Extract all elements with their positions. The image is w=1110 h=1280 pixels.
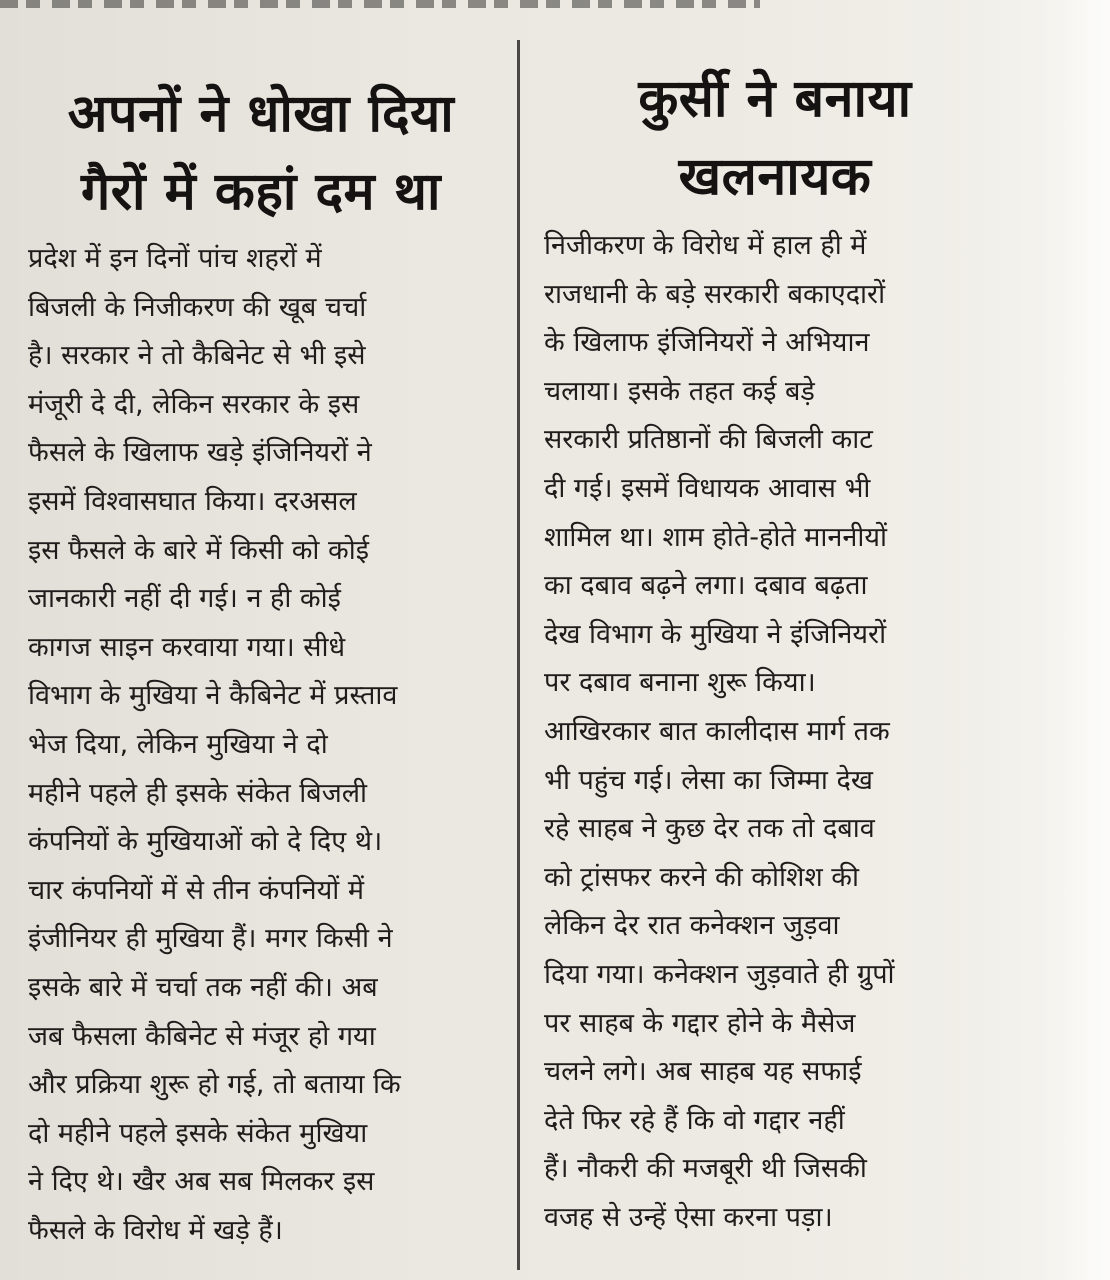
body-line: लेकिन देर रात कनेक्शन जुड़वा [544,910,840,942]
body-line: चलने लगे। अब साहब यह सफाई [544,1056,862,1088]
left-article [22,75,492,1255]
paper-edge-highlight [1050,0,1110,1280]
body-line: इस फैसले के बारे में किसी को कोई [28,534,369,566]
body-line: शामिल था। शाम होते-होते माननीयों [544,521,888,553]
body-line: का दबाव बढ़ने लगा। दबाव बढ़ता [544,570,868,602]
body-line: कंपनियों के मुखियाओं को दे दिए थे। [28,826,383,858]
body-line: जब फैसला कैबिनेट से मंजूर हो गया [28,1020,376,1052]
body-line: ने दिए थे। खैर अब सब मिलकर इस [28,1166,375,1198]
body-line: विभाग के मुखिया ने कैबिनेट में प्रस्ताव [28,680,398,712]
column-divider [517,40,520,1270]
body-line: चार कंपनियों में से तीन कंपनियों में [28,874,364,906]
right-article-body [540,222,1010,1242]
body-line: फैसले के खिलाफ खड़े इंजिनियरों ने [28,437,372,469]
body-line: देते फिर रहे हैं कि वो गद्दार नहीं [544,1104,845,1136]
body-line: दी गई। इसमें विधायक आवास भी [544,472,871,504]
body-line: इसमें विश्वासघात किया। दरअसल [28,485,357,517]
body-line: हैं। नौकरी की मजबूरी थी जिसकी [544,1153,867,1185]
body-line: पर दबाव बनाना शुरू किया। [544,667,816,699]
body-line: मंजूरी दे दी, लेकिन सरकार के इस [28,388,360,420]
body-line: आखिरकार बात कालीदास मार्ग तक [544,715,890,747]
left-article-body [22,235,492,1255]
body-line: इसके बारे में चर्चा तक नहीं की। अब [28,971,378,1003]
body-line: और प्रक्रिया शुरू हो गई, तो बताया कि [28,1069,401,1101]
top-clipped-print-line [0,0,760,8]
left-headline-line-2: गैरों में कहां दम था [81,162,441,222]
right-headline-line-2: खलनायक [678,147,872,207]
body-line: रहे साहब ने कुछ देर तक तो दबाव [544,813,875,845]
body-line: है। सरकार ने तो कैबिनेट से भी इसे [28,340,366,372]
body-line: सरकारी प्रतिष्ठानों की बिजली काट [544,424,873,456]
body-line: कागज साइन करवाया गया। सीधे [28,631,346,663]
body-line: के खिलाफ इंजिनियरों ने अभियान [544,327,870,359]
body-line: महीने पहले ही इसके संकेत बिजली [28,777,368,809]
right-article [540,60,1010,1242]
right-article-headline [540,60,1010,216]
left-headline-line-1: अपनों ने धोखा दिया [67,84,455,144]
body-line: राजधानी के बड़े सरकारी बकाएदारों [544,278,886,310]
body-line: भी पहुंच गई। लेसा का जिम्मा देख [544,764,873,796]
left-article-headline [30,75,492,231]
body-line: देख विभाग के मुखिया ने इंजिनियरों [544,618,887,650]
body-line: वजह से उन्हें ऐसा करना पड़ा। [544,1201,833,1233]
body-line: बिजली के निजीकरण की खूब चर्चा [28,291,367,323]
body-line: निजीकरण के विरोध में हाल ही में [544,230,867,261]
body-line: प्रदेश में इन दिनों पांच शहरों में [28,243,322,274]
right-headline-line-1: कुर्सी ने बनाया [638,69,912,129]
body-line: चलाया। इसके तहत कई बड़े [544,375,815,407]
body-line: इंजीनियर ही मुखिया हैं। मगर किसी ने [28,923,393,955]
body-line: को ट्रांसफर करने की कोशिश की [544,861,860,893]
body-line: जानकारी नहीं दी गई। न ही कोई [28,583,341,615]
body-line: दिया गया। कनेक्शन जुड़वाते ही ग्रुपों [544,958,895,990]
body-line: पर साहब के गद्दार होने के मैसेज [544,1007,856,1039]
body-line: भेज दिया, लेकिन मुखिया ने दो [28,728,328,760]
body-line: दो महीने पहले इसके संकेत मुखिया [28,1117,368,1149]
body-line: फैसले के विरोध में खड़े हैं। [28,1214,283,1246]
